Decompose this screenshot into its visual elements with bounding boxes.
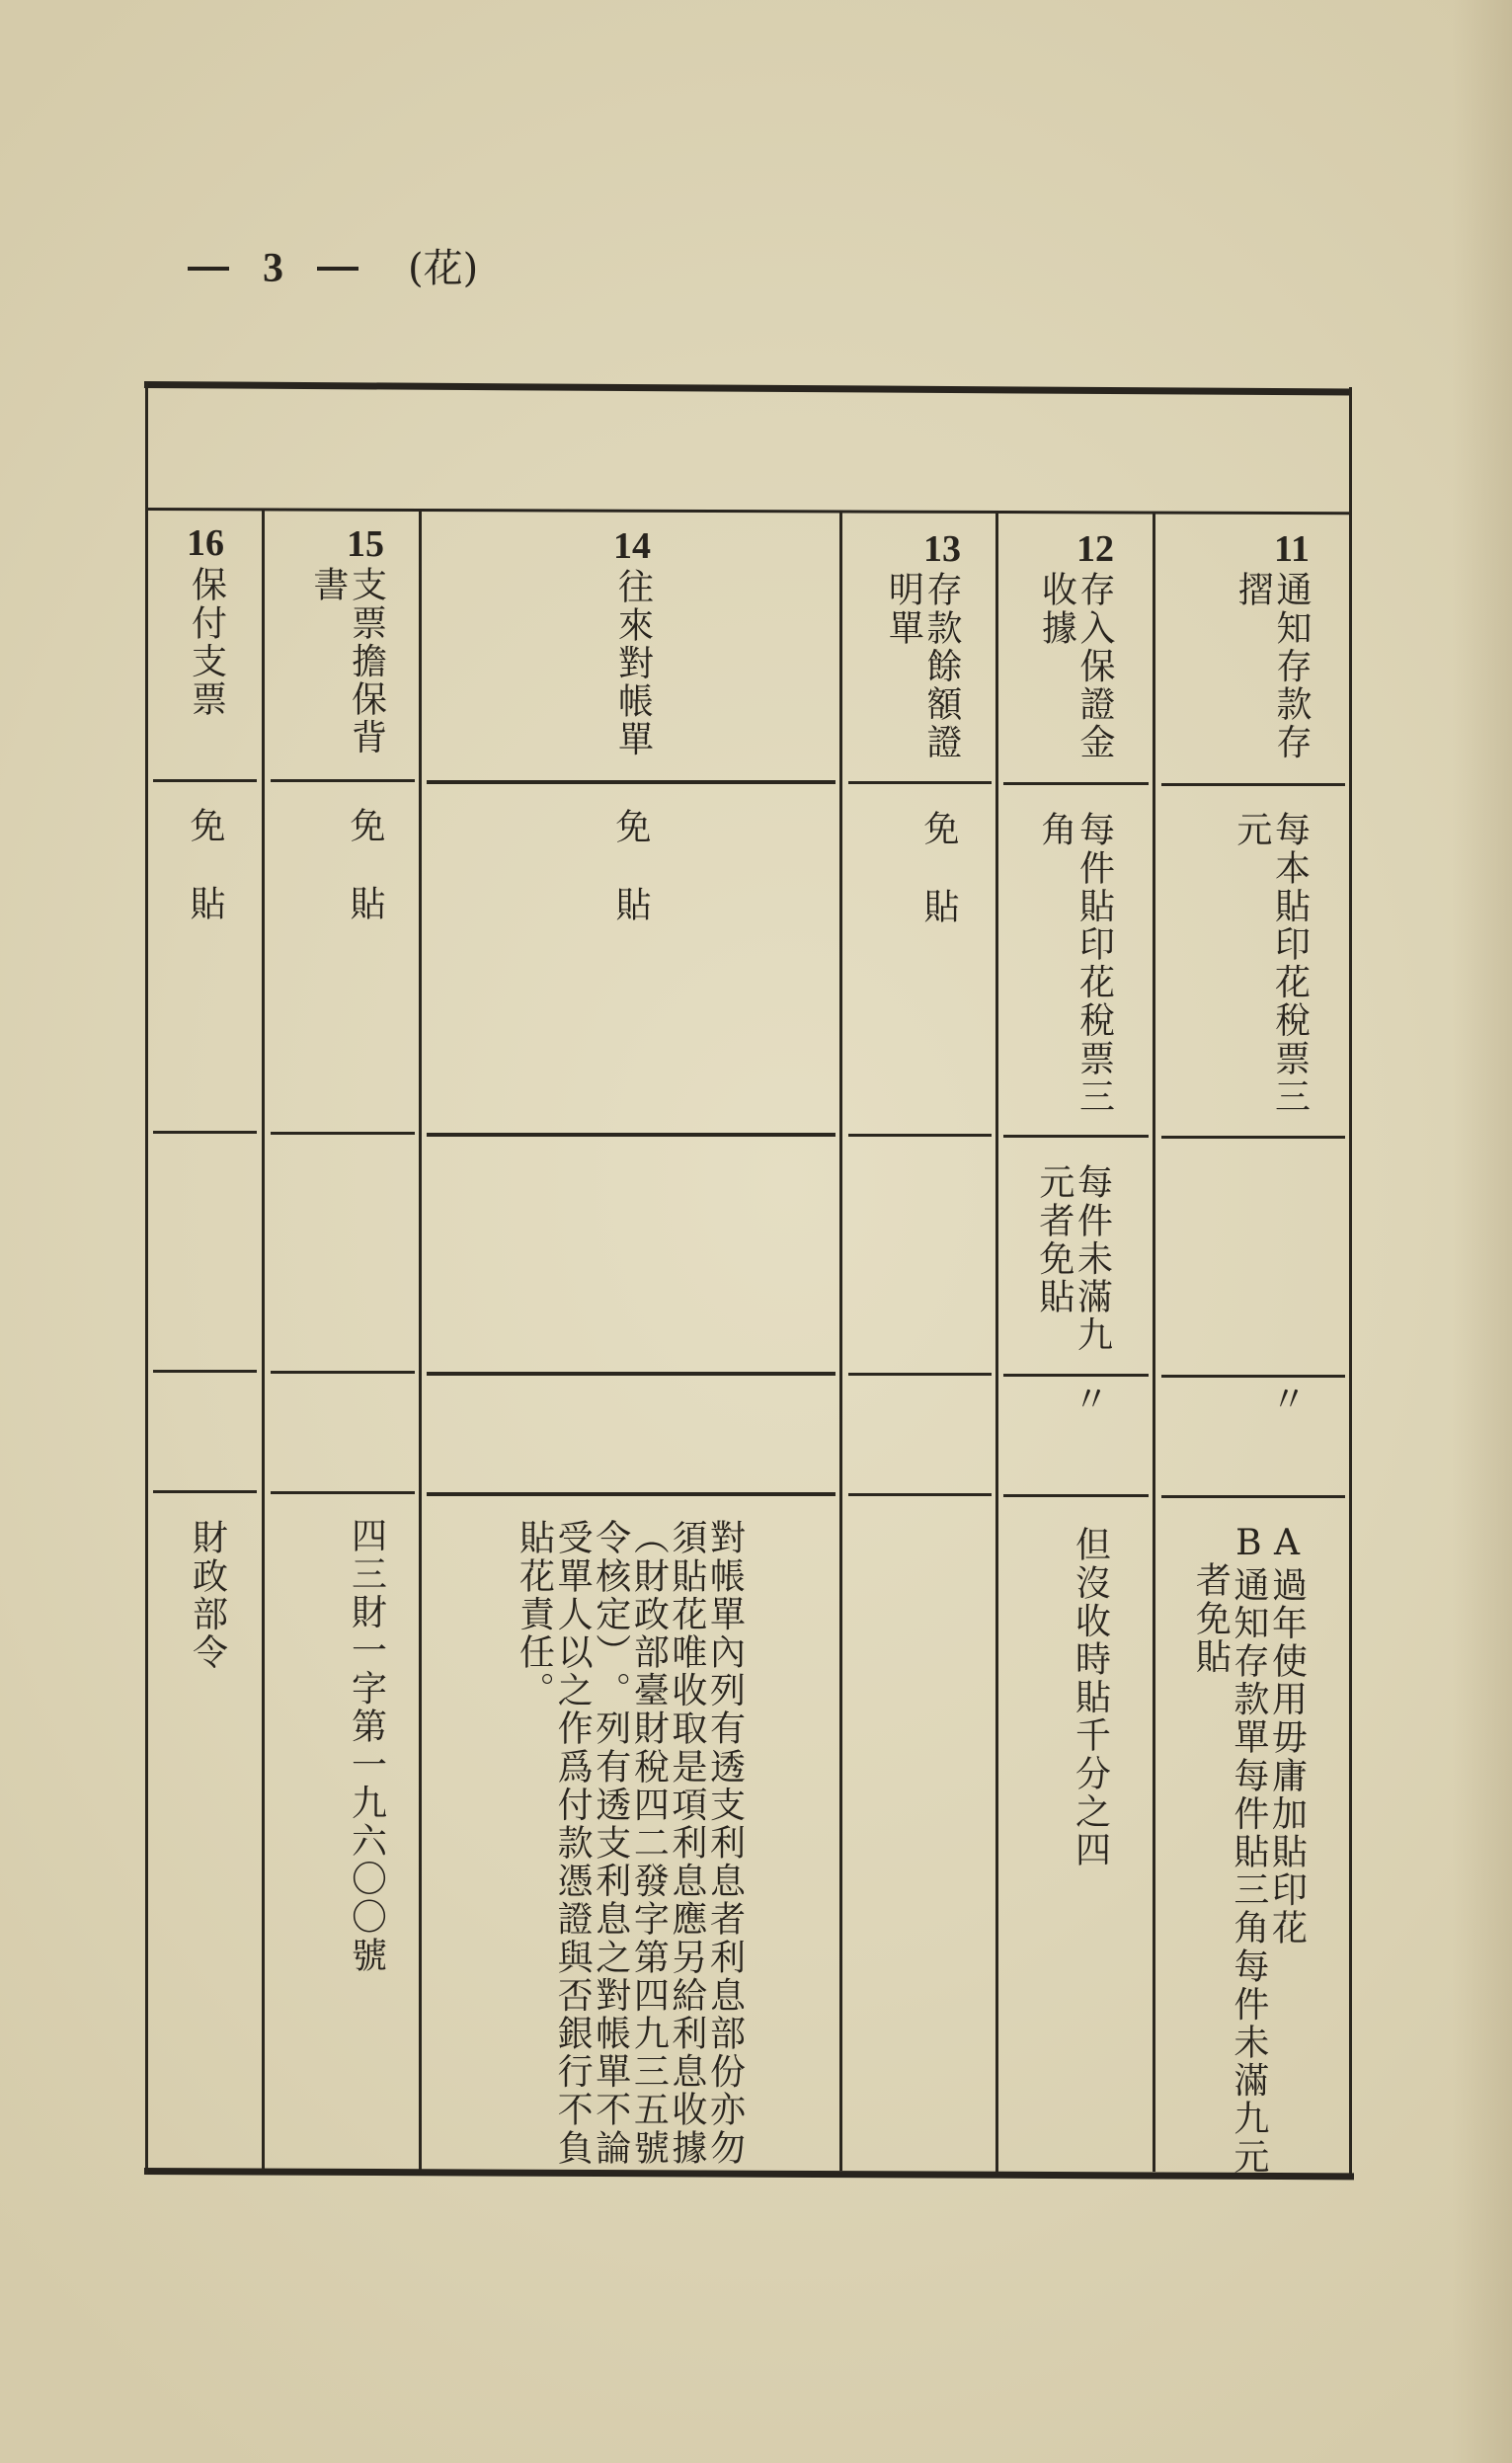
header-top-rule	[146, 508, 1350, 515]
column-divider	[262, 511, 265, 2170]
page-header	[188, 247, 478, 290]
dash-right	[317, 267, 358, 271]
column-divider	[1153, 513, 1155, 2172]
item-number-16: 16	[187, 522, 224, 564]
tax-rate-line: 角	[1035, 811, 1076, 849]
row-rule	[848, 1493, 992, 1496]
tax-rate-13	[918, 810, 957, 966]
notes-16	[188, 1519, 226, 1671]
row-rule	[271, 779, 415, 782]
tax-rate-14	[610, 808, 649, 964]
ditto-mark-12: 〃	[1073, 1380, 1110, 1420]
row-rule	[1003, 782, 1149, 785]
section-label: (花)	[408, 246, 479, 291]
item-name-line: 往來對帳單	[612, 568, 654, 758]
row-rule	[848, 1134, 992, 1137]
notes-line: 四三財一字第一九六〇〇號	[346, 1517, 387, 1975]
item-name-12	[1037, 571, 1113, 761]
exemption-line: 每件未滿九	[1072, 1163, 1113, 1354]
notes-15	[347, 1517, 385, 1974]
notes-line: 但沒收時貼千分之四	[1070, 1526, 1111, 1869]
row-rule	[1161, 783, 1345, 786]
tax-rate-15	[345, 807, 383, 963]
row-rule	[153, 1131, 257, 1134]
item-name-line: 收據	[1036, 571, 1077, 648]
notes-line: 須貼花唯收取是項利息應另給利息收據	[666, 1519, 707, 2168]
row-rule	[1161, 1136, 1345, 1139]
row-rule	[1003, 1494, 1149, 1497]
notes-line: B通知存款單每件貼三角每件未滿九元	[1228, 1523, 1269, 2177]
tax-rate-11	[1231, 811, 1311, 1116]
tax-rate-line: 每本貼印花稅票三	[1269, 811, 1311, 1116]
item-name-line: 通知存款存	[1271, 571, 1312, 761]
tax-rate-line: 元	[1231, 811, 1272, 849]
item-number-11: 11	[1274, 528, 1310, 570]
tax-rate-line: 每件貼印花稅票三	[1074, 811, 1115, 1116]
item-name-line: 存款餘額證	[921, 571, 962, 761]
item-number-14: 14	[613, 525, 651, 567]
item-name-15	[307, 566, 387, 756]
notes-line: 財政部令	[187, 1519, 228, 1672]
dash-left	[188, 267, 229, 271]
exemption-line: 元者免貼	[1033, 1163, 1074, 1316]
row-rule	[153, 779, 257, 782]
table-bottom-rule	[144, 2168, 1354, 2180]
notes-line: 者免貼	[1190, 1560, 1232, 1676]
item-number-12: 12	[1076, 528, 1114, 570]
item-name-line: 存入保證金	[1074, 571, 1115, 761]
column-divider	[839, 512, 842, 2171]
row-rule	[1003, 1135, 1149, 1138]
column-divider	[419, 511, 422, 2170]
tax-rate-12	[1035, 811, 1115, 1116]
row-rule	[848, 1373, 992, 1376]
row-rule	[271, 1491, 415, 1494]
notes-line: 貼花責任。	[514, 1519, 555, 1709]
tax-rate-16	[185, 807, 223, 963]
table-left-border	[145, 382, 148, 2175]
notes-line: 令核定︶。列有透支利息之對帳單不論	[590, 1519, 631, 2168]
notes-line: 對帳單內列有透支利息者利息部份亦勿	[704, 1519, 746, 2168]
ditto-mark-11: 〃	[1270, 1380, 1308, 1420]
tax-rate-line: 免貼	[345, 807, 385, 963]
item-number-15: 15	[347, 523, 384, 565]
item-name-line: 書	[307, 566, 349, 604]
notes-12	[1071, 1526, 1109, 1868]
row-rule	[271, 1371, 415, 1374]
item-name-line: 明單	[883, 571, 924, 648]
row-rule	[1003, 1374, 1149, 1377]
notes-line: A過年使用毋庸加貼印花	[1266, 1523, 1308, 1947]
exemption-12	[1033, 1163, 1113, 1354]
notes-14	[515, 1519, 744, 2167]
item-name-16	[187, 566, 225, 718]
row-rule	[848, 781, 992, 784]
item-name-line: 支票擔保背	[346, 566, 387, 756]
item-name-11	[1233, 571, 1310, 761]
column-divider	[995, 513, 998, 2172]
notes-line: ︵財政部臺財稅四二發字第四九三五號	[628, 1519, 670, 2168]
tax-rate-line: 免貼	[185, 807, 225, 963]
page-number: 3	[263, 246, 283, 291]
row-rule	[153, 1490, 257, 1493]
row-rule	[153, 1370, 257, 1373]
tax-rate-line: 免貼	[918, 810, 959, 966]
table-title-band	[148, 389, 1348, 508]
row-rule	[271, 1132, 415, 1135]
row-rule	[427, 1492, 836, 1496]
row-rule	[427, 780, 836, 784]
row-rule	[427, 1133, 836, 1137]
item-name-14	[613, 568, 652, 758]
notes-line: 受單人以之作爲付款憑證與否銀行不負	[552, 1519, 594, 2168]
tax-rate-line: 免貼	[610, 808, 651, 964]
item-number-13: 13	[923, 528, 961, 570]
row-rule	[1161, 1375, 1345, 1378]
table-right-border	[1349, 387, 1352, 2175]
item-name-line: 摺	[1233, 571, 1274, 609]
item-name-line: 保付支票	[186, 566, 227, 719]
row-rule	[1161, 1495, 1345, 1498]
row-rule	[427, 1372, 836, 1376]
item-name-13	[884, 571, 960, 761]
notes-11	[1191, 1523, 1306, 2176]
